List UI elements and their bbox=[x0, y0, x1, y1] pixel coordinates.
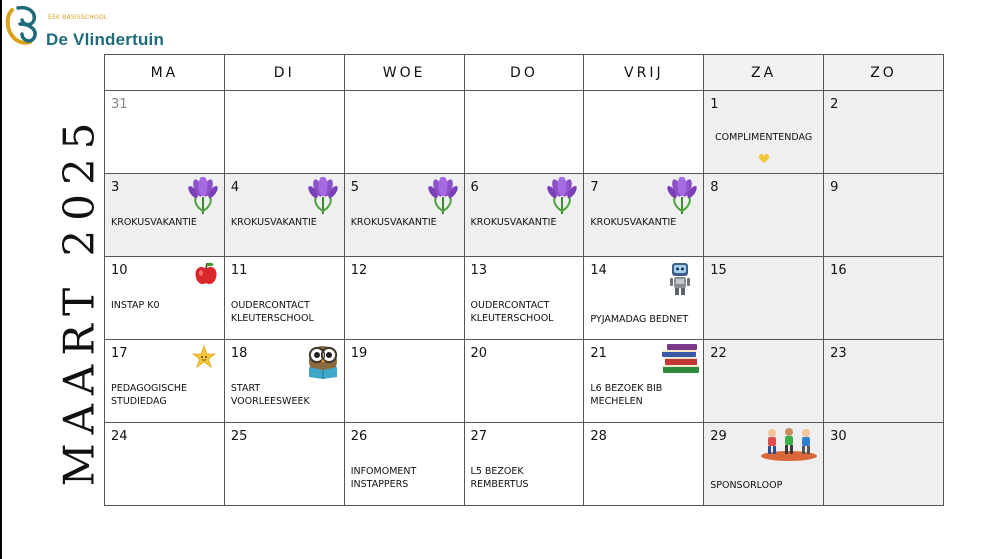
day-event: KROKUSVAKANTIE bbox=[350, 217, 437, 228]
calendar-day-cell bbox=[584, 423, 704, 506]
day-number: 30 bbox=[830, 429, 847, 444]
day-number: 29 bbox=[710, 429, 727, 444]
calendar-day-cell bbox=[105, 174, 225, 257]
calendar-day-cell bbox=[344, 340, 464, 423]
calendar-day-cell bbox=[584, 91, 704, 174]
day-number: 21 bbox=[590, 346, 607, 361]
day-number: 9 bbox=[830, 180, 839, 195]
day-number: 4 bbox=[230, 180, 240, 195]
calendar-week-row bbox=[105, 257, 944, 340]
calendar-week-row bbox=[105, 423, 944, 506]
calendar-day-cell bbox=[584, 257, 704, 340]
calendar-day-cell bbox=[224, 423, 344, 506]
day-event: INFOMOMENT INSTAPPERS bbox=[350, 466, 417, 490]
star-icon bbox=[192, 345, 216, 373]
calendar-day-cell bbox=[704, 257, 824, 340]
day-number: 16 bbox=[830, 263, 847, 278]
calendar-day-cell bbox=[224, 340, 344, 423]
calendar-day-cell bbox=[224, 91, 344, 174]
calendar-week-row bbox=[105, 340, 944, 423]
calendar-day-cell bbox=[824, 340, 944, 423]
day-number: 27 bbox=[470, 429, 488, 444]
day-number: 1 bbox=[710, 97, 719, 112]
runners-icon bbox=[760, 426, 818, 466]
day-number: 20 bbox=[470, 346, 488, 361]
day-event: COMPLIMENTENDAG bbox=[715, 132, 813, 143]
apple-icon bbox=[194, 261, 218, 291]
robot-icon bbox=[669, 261, 691, 301]
calendar-day-cell bbox=[704, 174, 824, 257]
calendar-day-cell bbox=[584, 340, 704, 423]
calendar-day-cell bbox=[704, 340, 824, 423]
calendar-week-row bbox=[105, 91, 944, 174]
day-event: SPONSORLOOP bbox=[710, 480, 783, 491]
day-number: 15 bbox=[710, 263, 727, 278]
day-event: PEDAGOGISCHE STUDIEDAG bbox=[111, 383, 188, 407]
day-number: 26 bbox=[350, 429, 368, 444]
weekday-header: ZA bbox=[704, 55, 824, 91]
calendar-day-cell bbox=[824, 423, 944, 506]
calendar-day-cell bbox=[704, 423, 824, 506]
weekday-header: DO bbox=[464, 55, 584, 91]
calendar-week-row bbox=[105, 174, 944, 257]
left-border-line bbox=[0, 0, 2, 559]
day-number: 8 bbox=[710, 180, 719, 195]
calendar-day-cell bbox=[464, 91, 584, 174]
calendar-day-cell bbox=[105, 257, 225, 340]
calendar-day-cell bbox=[344, 91, 464, 174]
day-number: 6 bbox=[470, 180, 479, 195]
day-event: OUDERCONTACT KLEUTERSCHOOL bbox=[230, 300, 314, 324]
calendar-day-cell bbox=[704, 91, 824, 174]
calendar-day-cell bbox=[464, 174, 584, 257]
calendar-day-cell bbox=[464, 257, 584, 340]
day-event: KROKUSVAKANTIE bbox=[590, 217, 677, 228]
day-number: 25 bbox=[230, 429, 248, 444]
day-event: INSTAP K0 bbox=[111, 300, 160, 311]
school-logo bbox=[4, 4, 204, 50]
day-number: 22 bbox=[710, 346, 727, 361]
day-number: 17 bbox=[111, 346, 128, 361]
day-event: KROKUSVAKANTIE bbox=[230, 217, 317, 228]
books-icon bbox=[659, 343, 701, 379]
calendar-day-cell bbox=[105, 91, 225, 174]
calendar-day-cell bbox=[584, 174, 704, 257]
day-number: 18 bbox=[230, 346, 248, 361]
day-number: 14 bbox=[590, 263, 607, 278]
calendar-day-cell bbox=[344, 174, 464, 257]
calendar-day-cell bbox=[224, 257, 344, 340]
calendar-day-cell bbox=[344, 423, 464, 506]
weekday-header: WOE bbox=[344, 55, 464, 91]
day-event: OUDERCONTACT KLEUTERSCHOOL bbox=[470, 300, 554, 324]
owl-reading-icon bbox=[306, 343, 340, 383]
crocus-icon bbox=[667, 177, 697, 219]
crocus-icon bbox=[428, 177, 458, 219]
crocus-icon bbox=[308, 177, 338, 219]
calendar-day-cell bbox=[824, 174, 944, 257]
calendar-day-cell bbox=[464, 423, 584, 506]
weekday-header-row bbox=[105, 55, 944, 91]
butterfly-logo-icon bbox=[4, 4, 44, 48]
day-number: 3 bbox=[111, 180, 120, 195]
crocus-icon bbox=[547, 177, 577, 219]
day-number: 2 bbox=[830, 97, 839, 112]
calendar-day-cell bbox=[344, 257, 464, 340]
logo-subtitle: ÉÉK BASISSCHOOL bbox=[48, 14, 108, 21]
calendar-day-cell bbox=[824, 257, 944, 340]
day-number: 31 bbox=[111, 97, 128, 112]
day-event: L6 BEZOEK BIB MECHELEN bbox=[590, 383, 663, 407]
logo-school-name: De Vlindertuin bbox=[46, 30, 165, 49]
weekday-header: VRIJ bbox=[584, 55, 704, 91]
weekday-header: ZO bbox=[824, 55, 944, 91]
crocus-icon bbox=[188, 177, 218, 219]
day-number: 12 bbox=[350, 263, 368, 278]
weekday-header: DI bbox=[224, 55, 344, 91]
day-number: 10 bbox=[111, 263, 128, 278]
day-number: 5 bbox=[350, 180, 359, 195]
day-number: 7 bbox=[590, 180, 599, 195]
day-event: START VOORLEESWEEK bbox=[230, 383, 310, 407]
calendar-day-cell bbox=[464, 340, 584, 423]
calendar-day-cell bbox=[224, 174, 344, 257]
day-number: 24 bbox=[111, 429, 128, 444]
calendar-grid bbox=[104, 54, 944, 506]
day-number: 19 bbox=[350, 346, 368, 361]
calendar-day-cell bbox=[105, 340, 225, 423]
day-number: 23 bbox=[830, 346, 847, 361]
calendar-day-cell bbox=[824, 91, 944, 174]
day-event: PYJAMADAG BEDNET bbox=[590, 314, 689, 325]
day-event: KROKUSVAKANTIE bbox=[111, 217, 197, 228]
day-number: 11 bbox=[230, 263, 248, 278]
heart-icon bbox=[758, 149, 770, 168]
day-number: 28 bbox=[590, 429, 607, 444]
weekday-header: MA bbox=[105, 55, 225, 91]
day-event: L5 BEZOEK REMBERTUS bbox=[470, 466, 529, 490]
day-number: 13 bbox=[470, 263, 488, 278]
day-event: KROKUSVAKANTIE bbox=[470, 217, 557, 228]
month-title: MAART 2025 bbox=[54, 113, 104, 487]
calendar-day-cell bbox=[105, 423, 225, 506]
